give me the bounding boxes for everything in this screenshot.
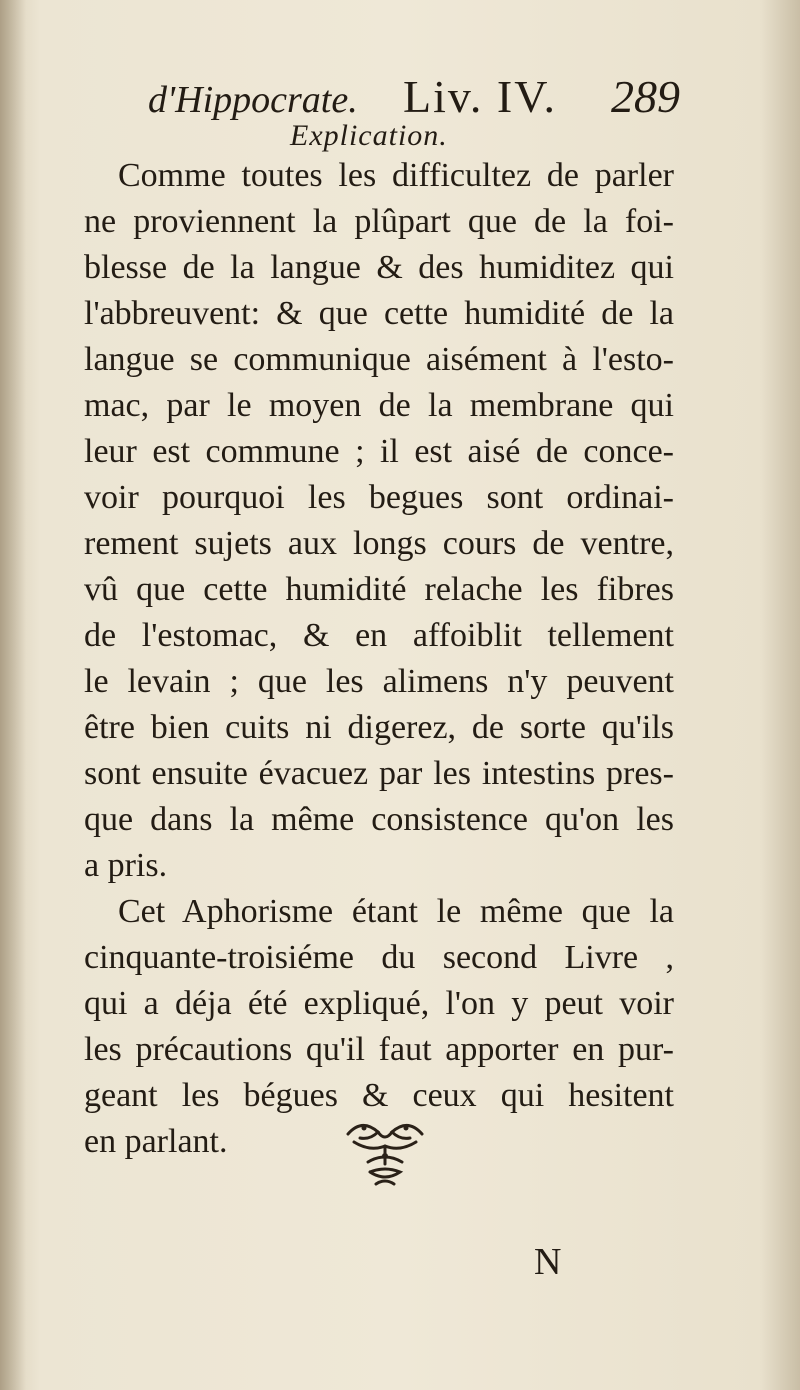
text-line: mac, par le moyen de la membrane qui: [84, 387, 674, 424]
text-line: voir pourquoi les begues sont ordinai-: [84, 479, 674, 516]
text-line: cinquante-troisiéme du second Livre ,: [84, 939, 674, 976]
text-line: Comme toutes les difficultez de parler: [118, 157, 674, 194]
text-line: sont ensuite évacuez par les intestins pres-: [84, 755, 674, 792]
text-line: de l'estomac, & en affoiblit tellement: [84, 617, 674, 654]
text-line: blesse de la langue & des humiditez qui: [84, 249, 674, 286]
text-line: geant les bégues & ceux qui hesitent: [84, 1077, 674, 1114]
text-line: rement sujets aux longs cours de ventre,: [84, 525, 674, 562]
spine-shadow: [0, 0, 26, 1390]
text-line: qui a déja été expliqué, l'on y peut voir: [84, 985, 674, 1022]
text-line: l'abbreuvent: & que cette humidité de la: [84, 295, 674, 332]
text-line: en parlant.: [84, 1123, 228, 1160]
running-header: [148, 72, 688, 122]
text-line: Cet Aphorisme étant le même que la: [118, 893, 674, 930]
signature-mark: N: [534, 1241, 562, 1283]
text-line: les précautions qu'il faut apporter en pur-: [84, 1031, 674, 1068]
text-line: que dans la même consistence qu'on les: [84, 801, 674, 838]
text-line: leur est commune ; il est aisé de conce-: [84, 433, 674, 470]
header-author: d'Hippocrate.: [148, 79, 358, 121]
text-line: le levain ; que les alimens n'y peuvent: [84, 663, 674, 700]
text-line: langue se communique aisément à l'esto-: [84, 341, 674, 378]
text-line: a pris.: [84, 847, 168, 884]
fleuron-ornament-icon: [340, 1112, 430, 1194]
page-number: 289: [611, 71, 680, 122]
text-line: vû que cette humidité relache les fibres: [84, 571, 674, 608]
text-line: ne proviennent la plûpart que de la foi-: [84, 203, 674, 240]
section-title: Explication.: [290, 119, 448, 152]
text-line: être bien cuits ni digerez, de sorte qu'ils: [84, 709, 674, 746]
header-book: Liv. IV.: [403, 71, 557, 122]
